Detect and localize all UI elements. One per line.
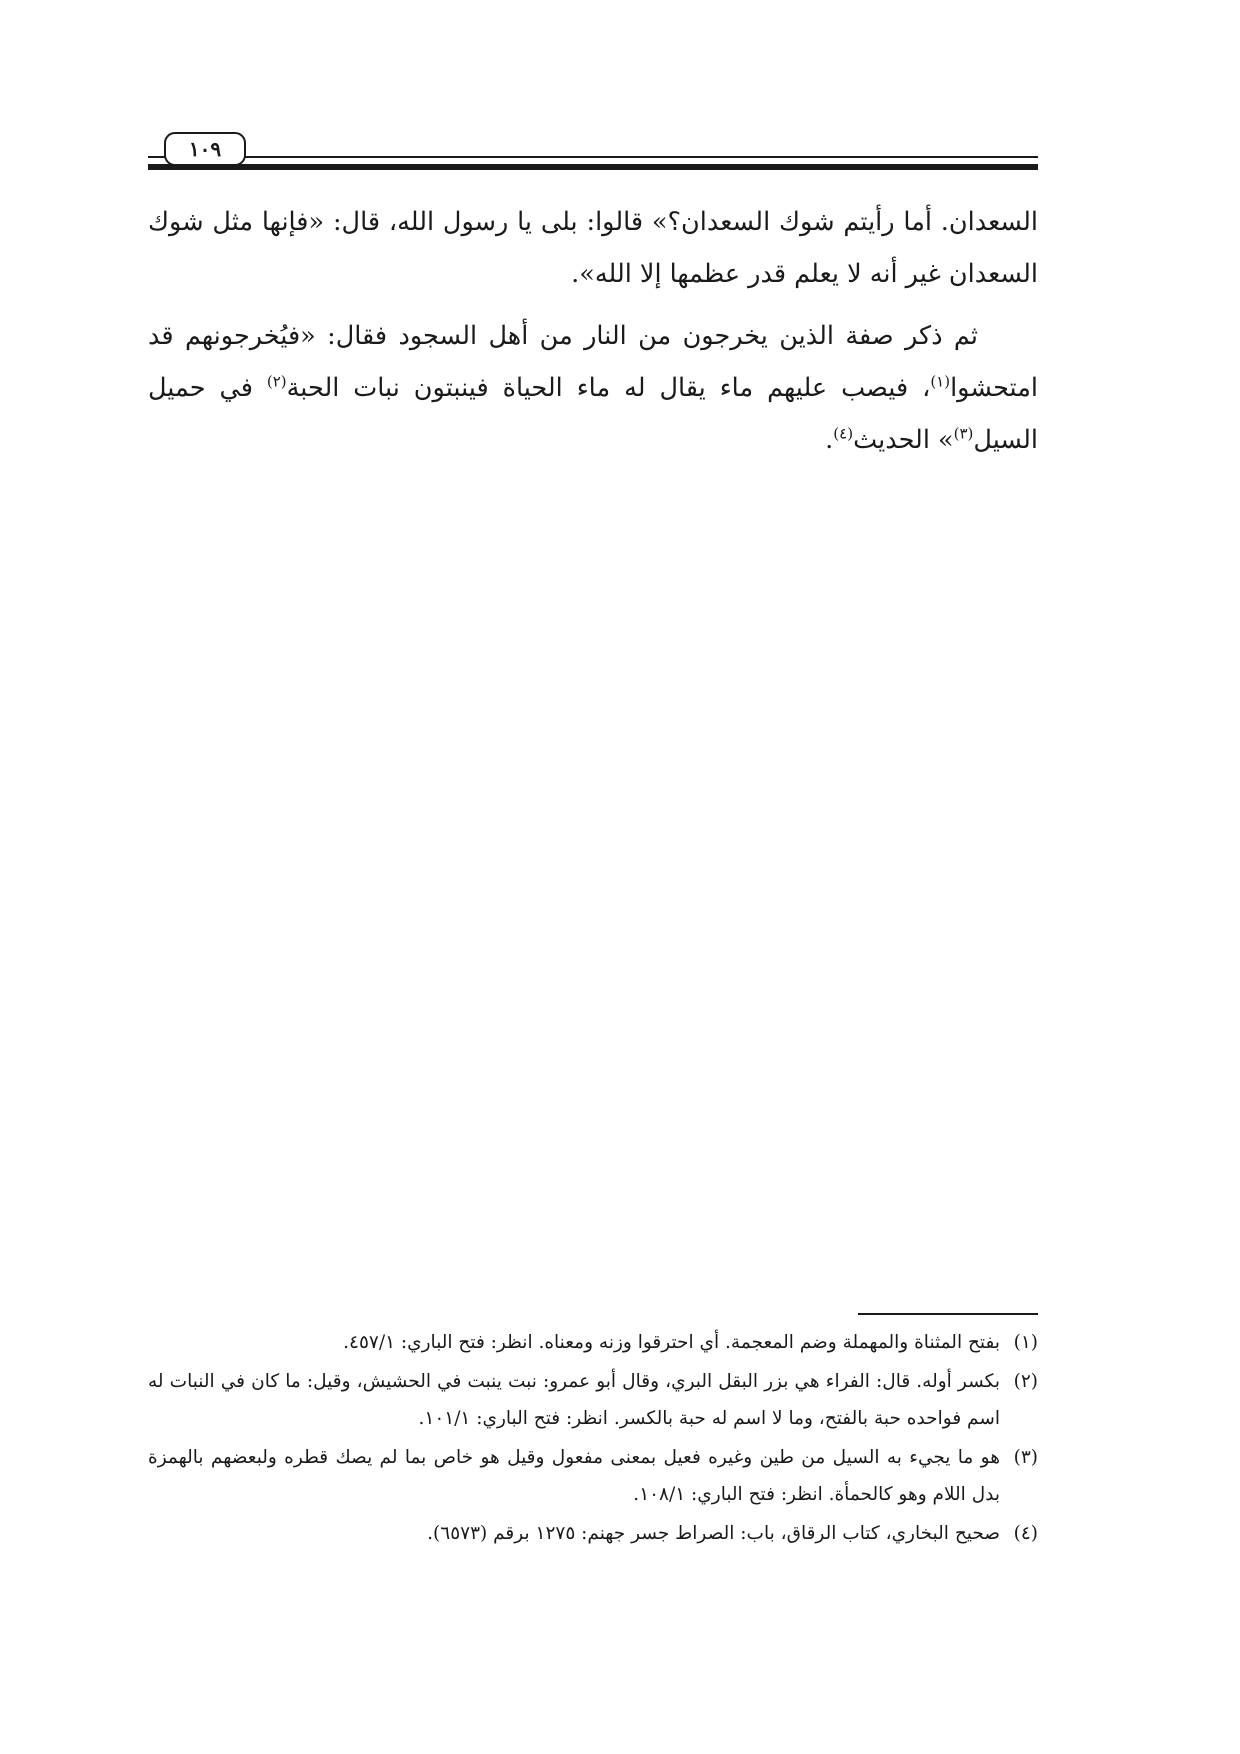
footnote-2 (148, 1363, 1038, 1437)
header-rule-thick (148, 164, 1038, 170)
paragraph-1: السعدان. أما رأيتم شوك السعدان؟» قالوا: بلى يا رسول الله، قال: «فإنها مثل شوك السعدان غير أنه لا يعلم قدر عظمها إلا الله». (148, 207, 1038, 289)
footnote-3 (148, 1439, 1038, 1513)
footnotes (148, 1324, 1038, 1554)
footnote-1 (148, 1324, 1038, 1361)
footnote-number: (٤) (1013, 1523, 1038, 1544)
footnote-ref-2[interactable]: (٢) (266, 372, 287, 391)
footnote-text: صحيح البخاري، كتاب الرقاق، باب: الصراط جسر جهنم: ١٢٧٥ برقم (٦٥٧٣). (427, 1523, 1000, 1544)
footnote-ref-4[interactable]: (٤) (833, 424, 854, 443)
footnote-text: هو ما يجيء به السيل من طين وغيره فعيل بمعنى مفعول وقيل هو خاص بما لم يصك قطره ولبعضهم بالهمزة بدل اللام وهو كالحمأة. انظر: فتح الباري: ١٠٨/١. (148, 1447, 1000, 1505)
paragraph-2-text-1: ثم ذكر صفة الذين يخرجون من النار من أهل السجود فقال: «فيُخرجونهم قد امتحشوا (148, 321, 1038, 403)
paragraph-2-text-4: » الحديث (853, 425, 954, 455)
footnote-ref-1[interactable]: (١) (930, 372, 951, 391)
paragraph-2 (148, 310, 1038, 466)
footnote-number: (٣) (1013, 1447, 1038, 1468)
footnote-number: (٢) (1013, 1371, 1038, 1392)
paragraph-2-text-2: ، فيصب عليهم ماء يقال له ماء الحياة فينبتون نبات الحبة (286, 373, 931, 403)
page-number: ١٠٩ (164, 132, 246, 166)
footnote-text: بكسر أوله. قال: الفراء هي بزر البقل البري، وقال أبو عمرو: نبت ينبت في الحشيش، وقيل: ما كان في النبات له اسم فواحده حبة بالفتح، وما لا اسم له حبة بالكسر. انظر: فتح الباري: ١٠١/١. (148, 1371, 1000, 1429)
footnote-separator (858, 1313, 1038, 1315)
page-header (148, 128, 1038, 172)
footnote-ref-3[interactable]: (٣) (953, 424, 974, 443)
footnote-text: بفتح المثناة والمهملة وضم المعجمة. أي احترقوا وزنه ومعناه. انظر: فتح الباري: ٤٥٧/١. (343, 1332, 1000, 1353)
footnote-number: (١) (1013, 1332, 1038, 1353)
paragraph-2-text-3: في حميل السيل (148, 373, 1038, 455)
footnote-4 (148, 1515, 1038, 1552)
paragraph-2-end: . (825, 425, 834, 455)
header-rule-thin (148, 156, 1038, 158)
main-text (148, 196, 1038, 466)
